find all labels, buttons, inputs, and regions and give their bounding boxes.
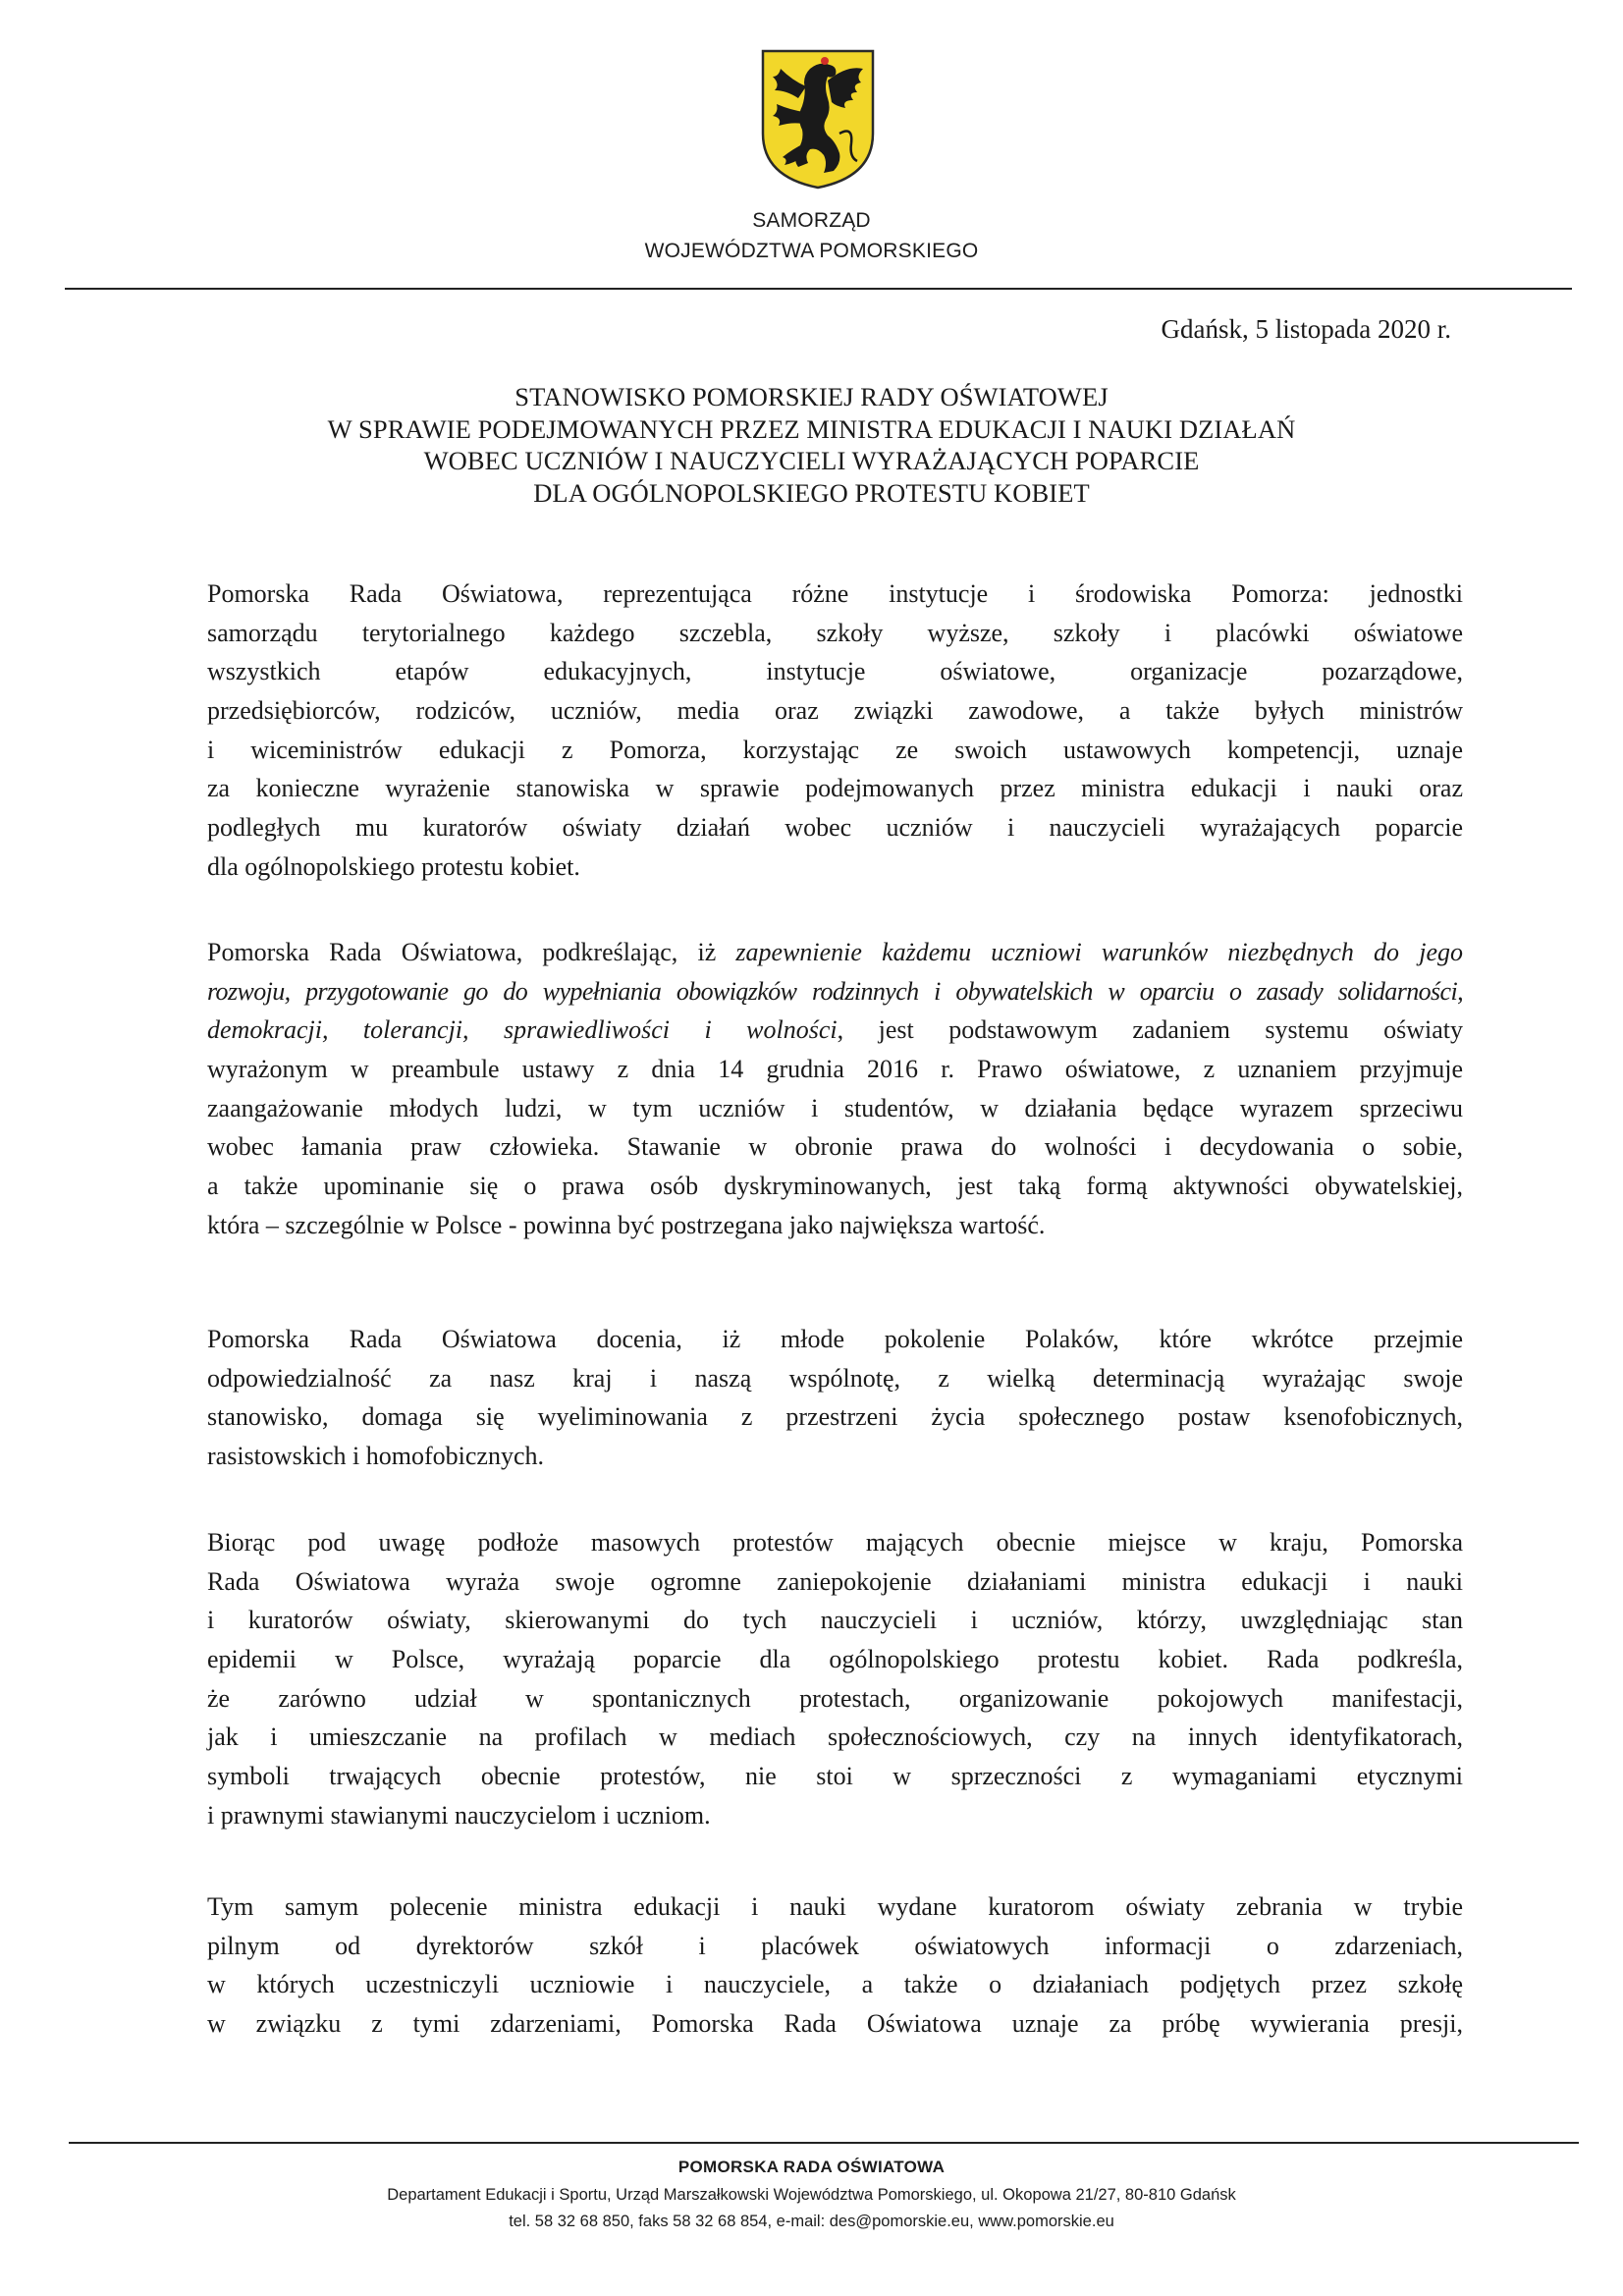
paragraph-1: [207, 574, 1463, 887]
text-line: w związku z tymi zdarzeniami, Pomorska Rada Oświatowa uznaje za próbę wywierania presji,: [207, 2009, 1463, 2039]
text-segment: , jest podstawowym zadaniem systemu oświaty: [837, 1015, 1463, 1045]
footer-organization: POMORSKA RADA OŚWIATOWA: [677, 2158, 946, 2176]
text-line: która – szczególnie w Polsce - powinna być postrzegana jako największa wartość.: [207, 1210, 1046, 1239]
header-divider: [65, 288, 1572, 290]
text-line: Pomorska Rada Oświatowa, reprezentująca różne instytucje i środowiska Pomorza: jednostki: [207, 579, 1463, 608]
text-line: jak i umieszczanie na profilach w mediach społecznościowych, czy na innych identyfikatorach,: [207, 1722, 1463, 1752]
text-line: Pomorska Rada Oświatowa docenia, iż młode pokolenie Polaków, które wkrótce przejmie: [207, 1325, 1463, 1353]
text-line: i prawnymi stawianymi nauczycielom i uczniom.: [207, 1800, 711, 1830]
text-line: stanowisko, domaga się wyeliminowania z przestrzeni życia społecznego postaw ksenofobicznych,: [207, 1402, 1463, 1432]
text-line: Biorąc pod uwagę podłoże masowych protestów mających obecnie miejsce w kraju, Pomorska: [207, 1528, 1463, 1557]
footer-contact: tel. 58 32 68 850, faks 58 32 68 854, e-mail: des@pomorskie.eu, www.pomorskie.eu: [509, 2213, 1114, 2230]
text-line: [207, 1011, 1463, 1050]
coat-of-arms-griffin-icon: [759, 47, 877, 191]
title-line: W SPRAWIE PODEJMOWANYCH PRZEZ MINISTRA EDUKACJI I NAUKI DZIAŁAŃ: [327, 413, 1296, 444]
document-date: Gdańsk, 5 listopada 2020 r.: [1161, 314, 1451, 344]
document-title: [157, 381, 1466, 509]
text-line: rasistowskich i homofobicznych.: [207, 1442, 544, 1471]
text-line: przedsiębiorców, rodziców, uczniów, media oraz związki zawodowe, a także byłych ministrów: [207, 696, 1463, 726]
text-line: wobec łamania praw człowieka. Stawanie w obronie prawa do wolności i decydowania o sobie,: [207, 1132, 1463, 1162]
title-line: WOBEC UCZNIÓW I NAUCZYCIELI WYRAŻAJĄCYCH POPARCIE: [423, 446, 1200, 475]
quoted-preamble: rozwoju, przygotowanie go do wypełniania obowiązków rodzinnych i obywatelskich w oparciu o zasady solidarności,: [207, 976, 1463, 1006]
text-line: Tym samym polecenie ministra edukacji i nauki wydane kuratorom oświaty zebrania w trybie: [207, 1892, 1463, 1921]
text-line: zaangażowanie młodych ludzi, w tym uczniów i studentów, w działania będące wyrazem sprzeciwu: [207, 1093, 1463, 1122]
text-line: i wiceministrów edukacji z Pomorza, korzystając ze swoich ustawowych kompetencji, uznaje: [207, 735, 1463, 764]
text-line: pilnym od dyrektorów szkół i placówek oświatowych informacji o zdarzeniach,: [207, 1931, 1463, 1960]
griffin-tongue: [821, 57, 829, 65]
paragraph-5: [207, 1887, 1463, 2044]
text-line: dla ogólnopolskiego protestu kobiet.: [207, 851, 580, 881]
text-line: epidemii w Polsce, wyrażają poparcie dla ogólnopolskiego protestu kobiet. Rada podkreśla,: [207, 1645, 1463, 1674]
text-line: wszystkich etapów edukacyjnych, instytucje oświatowe, organizacje pozarządowe,: [207, 657, 1463, 686]
text-line: odpowiedzialność za nasz kraj i naszą wspólnotę, z wielką determinacją wyrażając swoje: [207, 1363, 1463, 1393]
title-line: STANOWISKO POMORSKIEJ RADY OŚWIATOWEJ: [514, 382, 1109, 411]
quoted-preamble: demokracji, tolerancji, sprawiedliwości i wolności: [207, 1015, 838, 1045]
text-segment: Pomorska Rada Oświatowa, podkreślając, iż: [207, 938, 736, 966]
text-line: w których uczestniczyli uczniowie i nauczyciele, a także o działaniach podjętych przez szkołę: [207, 1970, 1463, 1999]
paragraph-2: [207, 933, 1463, 1245]
text-line: [207, 933, 1463, 972]
text-line: podległych mu kuratorów oświaty działań wobec uczniów i nauczycieli wyrażających poparcie: [207, 813, 1463, 843]
text-line: i kuratorów oświaty, skierowanymi do tych nauczycieli i uczniów, którzy, uwzględniając stan: [207, 1606, 1463, 1635]
org-name-line2: WOJEWÓDZTWA POMORSKIEGO: [644, 240, 979, 262]
text-line: [207, 972, 1463, 1011]
text-line: że zarówno udział w spontanicznych protestach, organizowanie pokojowych manifestacji,: [207, 1683, 1463, 1713]
text-line: symboli trwających obecnie protestów, nie stoi w sprzeczności z wymaganiami etycznymi: [207, 1762, 1463, 1791]
text-line: wyrażonym w preambule ustawy z dnia 14 grudnia 2016 r. Prawo oświatowe, z uznaniem przyjmuje: [207, 1055, 1463, 1084]
paragraph-4: [207, 1523, 1463, 1835]
title-line: DLA OGÓLNOPOLSKIEGO PROTESTU KOBIET: [533, 477, 1090, 508]
org-name-line1: SAMORZĄD: [752, 209, 871, 232]
text-line: Rada Oświatowa wyraża swoje ogromne zaniepokojenie działaniami ministra edukacji i nauki: [207, 1566, 1463, 1596]
paragraph-3: [207, 1320, 1463, 1476]
quoted-preamble: zapewnienie każdemu uczniowi warunków niezbędnych do jego: [735, 938, 1463, 966]
text-line: za konieczne wyrażenie stanowiska w sprawie podejmowanych przez ministra edukacji i nauki oraz: [207, 774, 1463, 803]
text-line: a także upominanie się o prawa osób dyskryminowanych, jest taką formą aktywności obywatelskiej,: [207, 1172, 1463, 1201]
footer-address: Departament Edukacji i Sportu, Urząd Marszałkowski Województwa Pomorskiego, ul. Okopowa 21/27, 80-810 Gdańsk: [387, 2186, 1236, 2204]
text-line: samorządu terytorialnego każdego szczebla, szkoły wyższe, szkoły i placówki oświatowe: [207, 618, 1463, 647]
footer-divider: [69, 2142, 1579, 2144]
